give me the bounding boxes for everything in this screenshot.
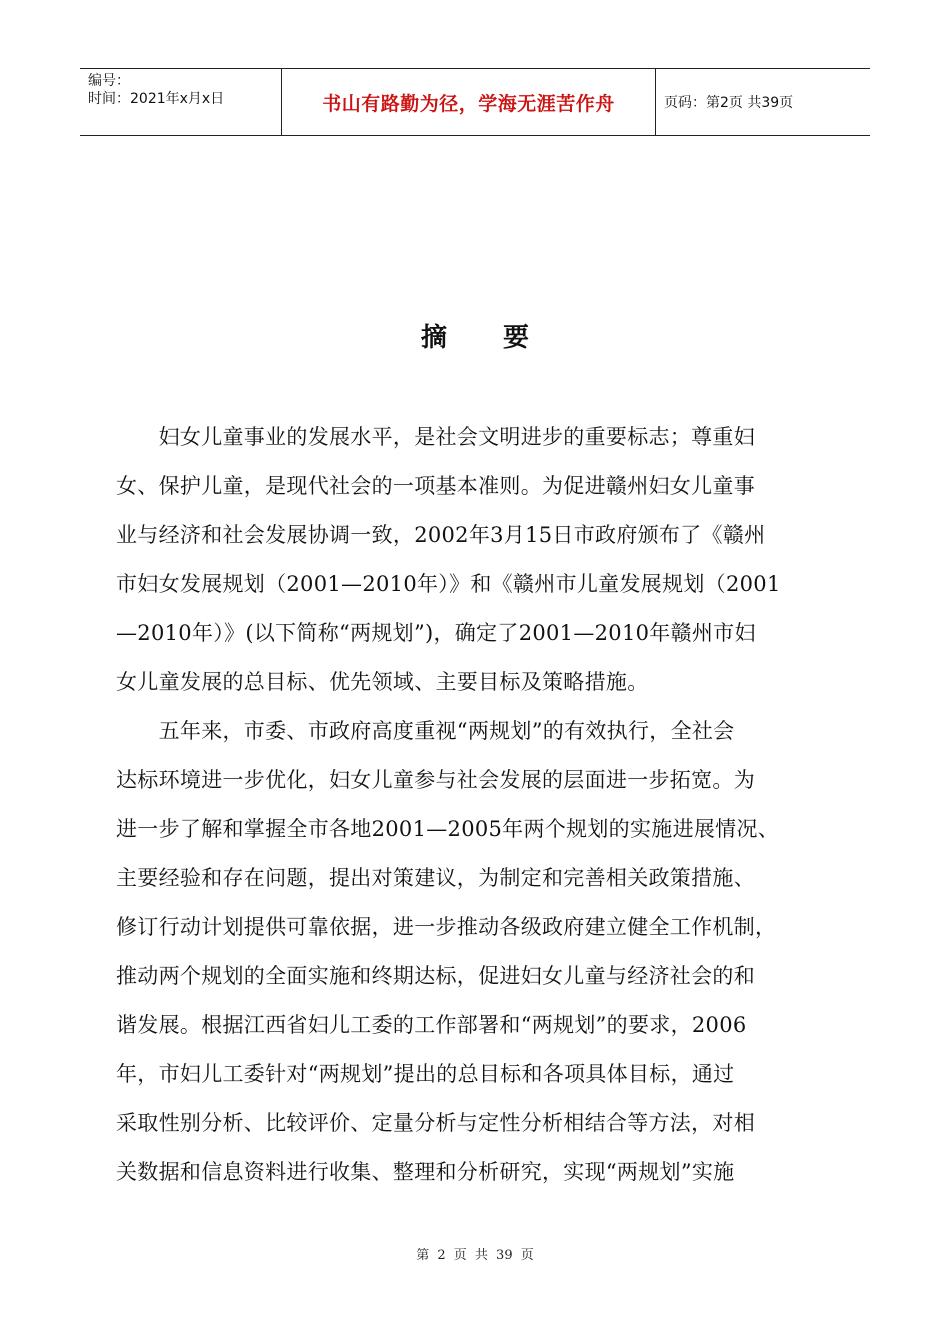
text-line: 修订行动计划提供可靠依据，进一步推动各级政府建立健全工作机制， [116, 915, 777, 939]
text-line: 女、保护儿童，是现代社会的一项基本准则。为促进赣州妇女儿童事 [116, 474, 755, 498]
page-footer: 第 2 页 共 39 页 [416, 1248, 534, 1263]
text-line: 关数据和信息资料进行收集、整理和分析研究，实现“两规划”实施 [116, 1160, 735, 1184]
header-info-cell [80, 69, 282, 135]
text-line: 达标环境进一步优化，妇女儿童参与社会发展的层面进一步拓宽。为 [116, 768, 755, 792]
document-body [116, 413, 844, 1197]
document-number-label: 编号： [88, 73, 130, 89]
text-line: 主要经验和存在问题，提出对策建议，为制定和完善相关政策措施、 [116, 866, 755, 890]
text-line: 女儿童发展的总目标、优先领域、主要目标及策略措施。 [116, 670, 649, 694]
text-line: 推动两个规划的全面实施和终期达标，促进妇女儿童与经济社会的和 [116, 964, 755, 988]
document-time-label: 时间：2021年x月x日 [88, 91, 225, 107]
text-line: —2010年）》(以下简称“两规划”)，确定了2001—2010年赣州市妇 [116, 621, 756, 645]
text-line: 五年来，市委、市政府高度重视“两规划”的有效执行，全社会 [116, 719, 735, 743]
text-line: 市妇女发展规划（2001—2010年）》和《赣州市儿童发展规划（2001 [116, 572, 781, 596]
text-line: 年，市妇儿工委针对“两规划”提出的总目标和各项具体目标，通过 [116, 1062, 735, 1086]
header-table [80, 68, 870, 136]
text-line: 采取性别分析、比较评价、定量分析与定性分析相结合等方法，对相 [116, 1111, 755, 1135]
text-line: 妇女儿童事业的发展水平，是社会文明进步的重要标志；尊重妇 [116, 425, 755, 449]
document-title: 摘要 [420, 323, 585, 353]
text-line: 进一步了解和掌握全市各地2001—2005年两个规划的实施进展情况、 [116, 817, 780, 841]
text-line: 业与经济和社会发展协调一致，2002年3月15日市政府颁布了《赣州 [116, 523, 766, 547]
header-motto: 书山有路勤为径，学海无涯苦作舟 [282, 69, 656, 135]
header-page-info: 页码：第2页 共39页 [664, 95, 794, 111]
text-line: 谐发展。根据江西省妇儿工委的工作部署和“两规划”的要求，2006 [116, 1013, 747, 1037]
